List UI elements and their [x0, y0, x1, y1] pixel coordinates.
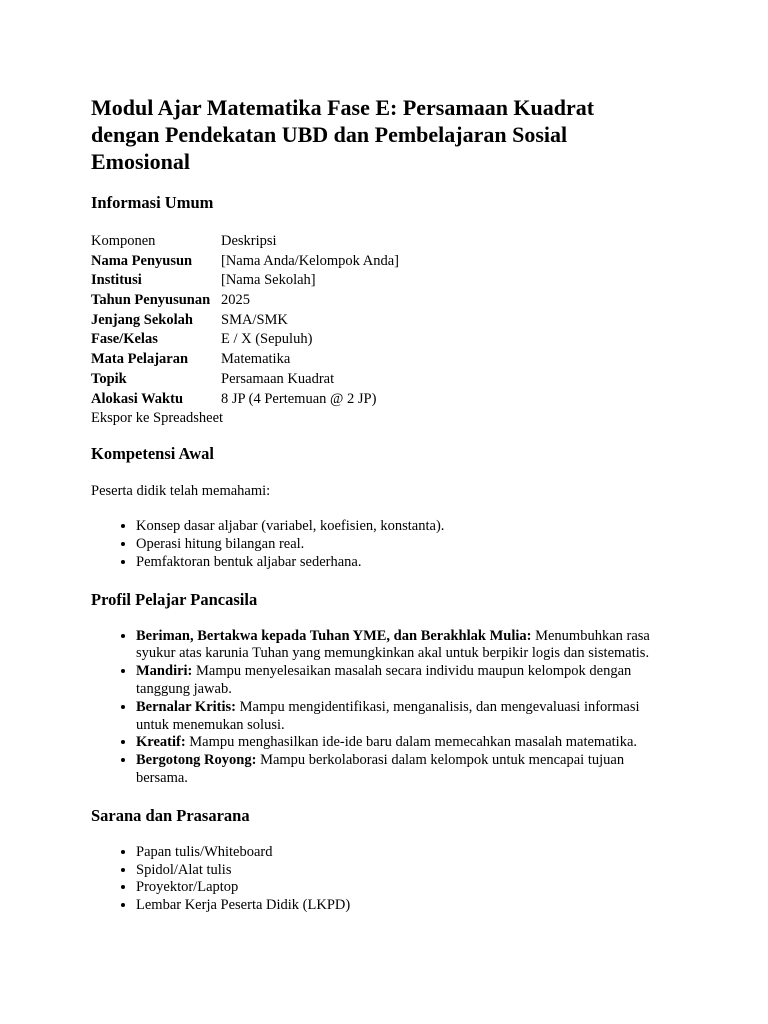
table-row: [91, 311, 399, 331]
table-cell-key: Topik: [91, 370, 127, 387]
list-item-term: Bernalar Kritis:: [136, 698, 237, 715]
document-title: Modul Ajar Matematika Fase E: Persamaan Kuadrat dengan Pendekatan UBD dan Pembelajaran Sosial Emosional: [91, 95, 595, 174]
list-item: • Spidol/Alat tulis: [136, 862, 677, 880]
kompetensi-list: [91, 518, 677, 571]
list-item: [136, 734, 676, 752]
table-row: [91, 291, 399, 311]
section-heading-kompetensi-awal: Kompetensi Awal: [91, 444, 214, 464]
list-item: • Lembar Kerja Peserta Didik (LKPD): [136, 897, 677, 915]
list-item-desc: Menumbuhkan rasa syukur atas karunia Tuhan yang memungkinkan akal untuk berpikir logis dan sistematis.: [136, 627, 650, 662]
table-cell-value: Matematika: [221, 351, 291, 368]
table-cell-key: Nama Penyusun: [91, 252, 193, 269]
list-item: [136, 752, 676, 788]
table-cell-value: [Nama Anda/Kelompok Anda]: [221, 252, 399, 269]
table-header-deskripsi: Deskripsi: [221, 233, 277, 249]
table-cell-value: Persamaan Kuadrat: [221, 370, 335, 387]
table-cell-key: Mata Pelajaran: [91, 351, 189, 368]
profil-list: [91, 628, 676, 788]
table-cell-key: Fase/Kelas: [91, 331, 158, 348]
list-item: • Proyektor/Laptop: [136, 879, 677, 897]
list-item-desc: Mampu menghasilkan ide-ide baru dalam memecahkan masalah matematika.: [185, 734, 638, 751]
table-row: [91, 350, 399, 370]
table-row: [91, 252, 399, 272]
table-cell-key: Institusi: [91, 272, 142, 289]
table-cell-key: Alokasi Waktu: [91, 390, 184, 407]
table-row: [91, 390, 399, 410]
table-cell-key: Jenjang Sekolah: [91, 311, 193, 328]
table-cell-value: 2025: [221, 292, 250, 309]
list-item-desc: Mampu mengidentifikasi, menganalisis, dan mengevaluasi informasi untuk menemukan solusi.: [136, 698, 640, 733]
informasi-umum-table: [91, 232, 399, 409]
list-item: • Operasi hitung bilangan real.: [136, 536, 677, 554]
table-row: [91, 271, 399, 291]
section-heading-sarana-prasarana: Sarana dan Prasarana: [91, 805, 250, 825]
list-item: • Pemfaktoran bentuk aljabar sederhana.: [136, 554, 677, 572]
table-cell-value: [Nama Sekolah]: [221, 272, 316, 289]
table-row: [91, 330, 399, 350]
list-item: • Papan tulis/Whiteboard: [136, 844, 677, 862]
list-item-term: Beriman, Bertakwa kepada Tuhan YME, dan Berakhlak Mulia:: [136, 627, 532, 644]
table-cell-value: 8 JP (4 Pertemuan @ 2 JP): [221, 390, 377, 407]
list-item-term: Kreatif:: [136, 734, 186, 751]
list-item-term: Bergotong Royong:: [136, 752, 257, 769]
table-row: [91, 370, 399, 390]
table-cell-value: SMA/SMK: [221, 311, 288, 328]
list-item: [136, 628, 676, 664]
table-header-komponen: Komponen: [91, 233, 156, 249]
export-spreadsheet-link[interactable]: Ekspor ke Spreadsheet: [91, 410, 224, 427]
list-item-desc: Mampu menyelesaikan masalah secara individu maupun kelompok dengan tanggung jawab.: [136, 663, 632, 697]
list-item: [136, 663, 676, 699]
section-heading-profil-pelajar: Profil Pelajar Pancasila: [91, 589, 258, 609]
list-item: • Konsep dasar aljabar (variabel, koefisien, konstanta).: [136, 518, 677, 536]
table-header-row: [91, 232, 399, 252]
table-cell-value: E / X (Sepuluh): [221, 331, 313, 348]
table-cell-key: Tahun Penyusunan: [91, 292, 211, 309]
list-item: [136, 699, 676, 735]
list-item-term: Mandiri:: [136, 663, 193, 680]
list-item-desc: Mampu berkolaborasi dalam kelompok untuk mencapai tujuan bersama.: [136, 752, 625, 786]
kompetensi-intro: Peserta didik telah memahami:: [91, 483, 271, 500]
sarana-list: [91, 844, 677, 915]
section-heading-informasi-umum: Informasi Umum: [91, 193, 214, 212]
